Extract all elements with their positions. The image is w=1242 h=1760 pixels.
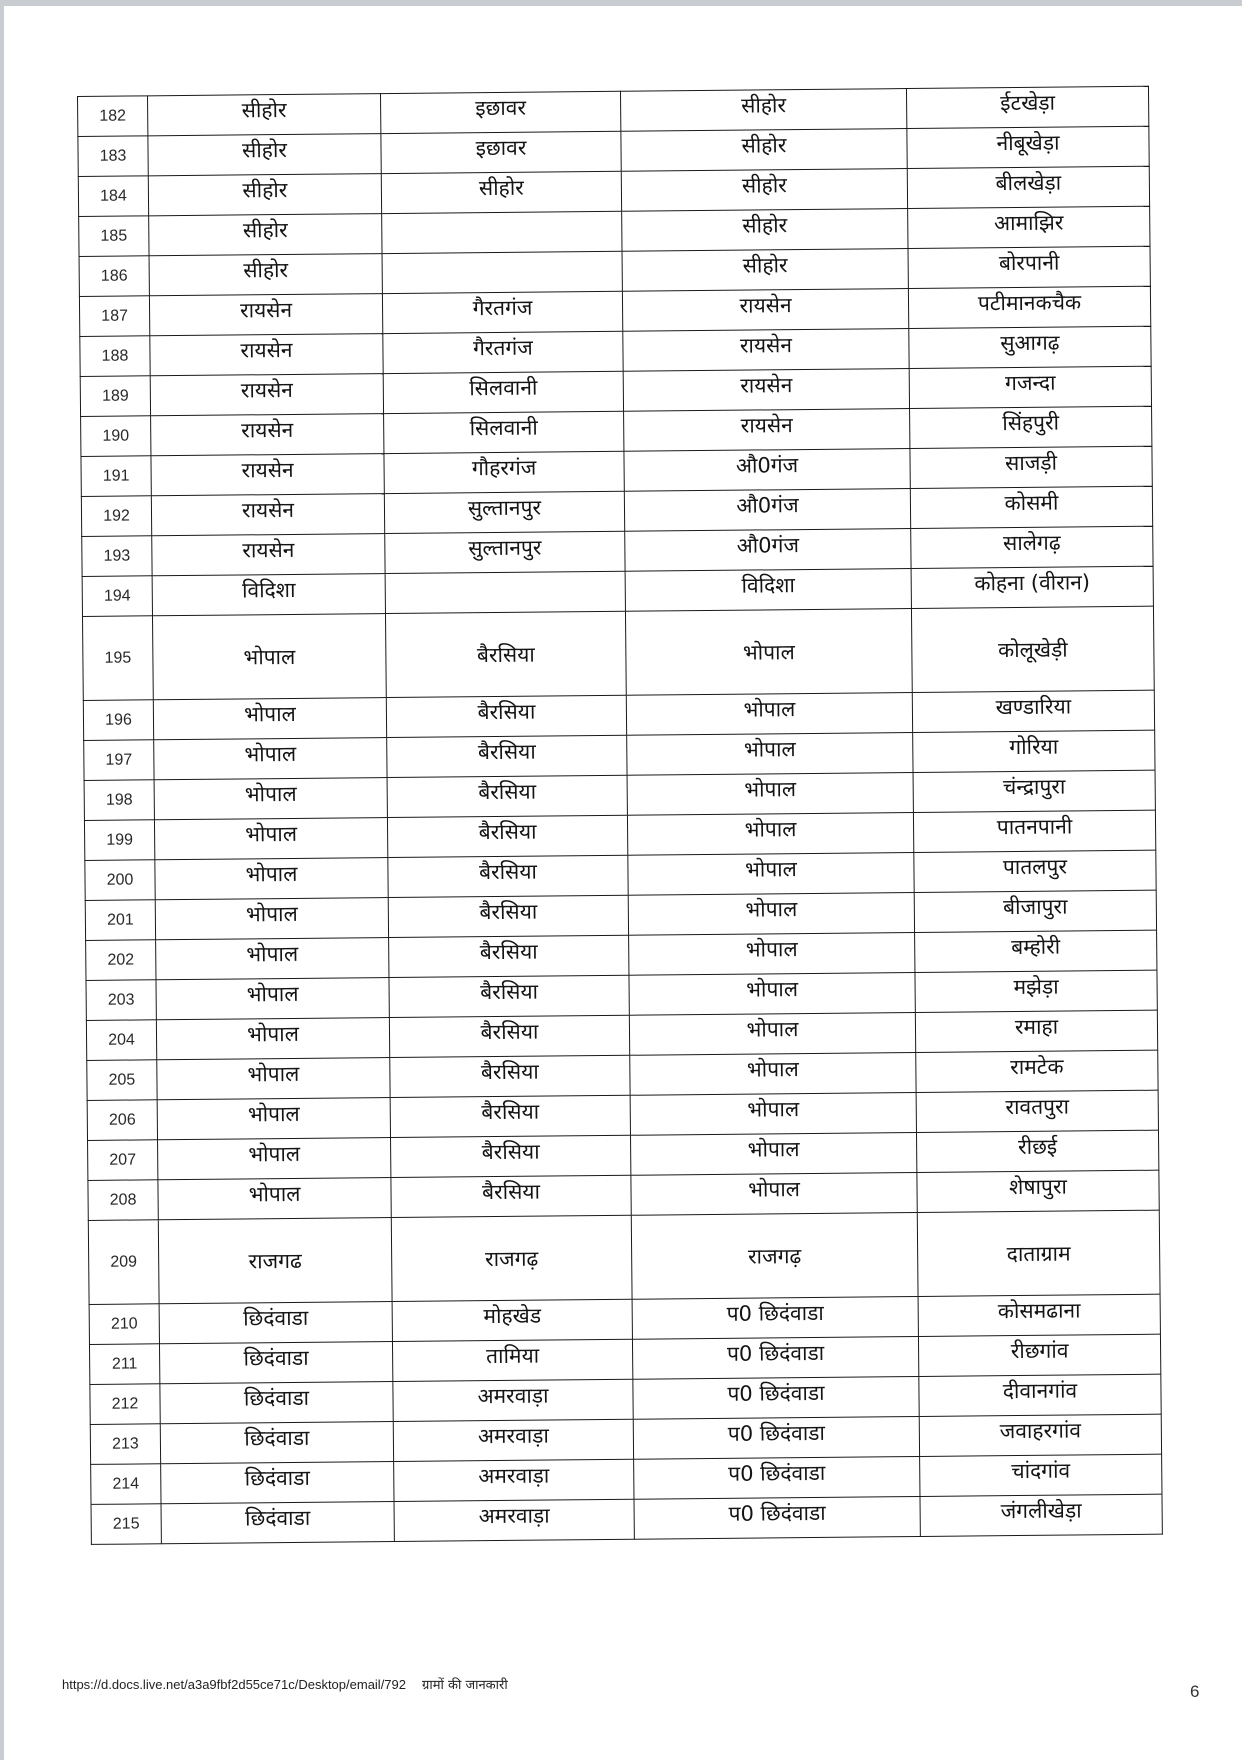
village-cell: आमाझिर [908, 206, 1150, 248]
division-cell: रायसेन [622, 289, 908, 332]
division-cell: प0 छिदंवाडा [633, 1376, 919, 1419]
serial-number-cell: 202 [86, 940, 156, 981]
village-cell: बीजापुरा [914, 890, 1156, 932]
serial-number-cell: 187 [79, 296, 149, 337]
serial-number-cell: 211 [89, 1344, 159, 1385]
division-cell: सीहोर [622, 249, 908, 292]
serial-number-cell: 207 [88, 1140, 158, 1181]
division-cell: भोपाल [628, 893, 914, 936]
division-cell: भोपाल [627, 813, 913, 856]
village-cell: बम्होरी [915, 930, 1157, 972]
district-cell: छिदंवाडा [160, 1382, 393, 1424]
division-cell: भोपाल [630, 1092, 916, 1135]
tehsil-cell [382, 211, 622, 253]
tehsil-cell: अमरवाड़ा [394, 1459, 634, 1501]
division-cell: सीहोर [621, 129, 907, 172]
division-cell: भोपाल [629, 1012, 915, 1055]
village-cell: कोलूखेड़ी [911, 606, 1154, 692]
tehsil-cell: मोहखेड [392, 1299, 632, 1341]
tehsil-cell: बैरसिया [389, 1015, 629, 1057]
serial-number-cell: 192 [81, 496, 151, 537]
tehsil-cell: तामिया [392, 1339, 632, 1381]
district-cell: रायसेन [151, 414, 384, 456]
serial-number-cell: 203 [86, 980, 156, 1021]
division-cell: सीहोर [622, 209, 908, 252]
division-cell: भोपाल [628, 853, 914, 896]
district-cell: छिदंवाडा [161, 1462, 394, 1504]
village-cell: रमाहा [915, 1010, 1157, 1052]
division-cell: रायसेन [623, 329, 909, 372]
district-cell: भोपाल [156, 1018, 389, 1060]
district-cell: रायसेन [152, 534, 385, 576]
tehsil-cell: बैरसिया [389, 975, 629, 1017]
village-cell: सुआगढ़ [909, 326, 1151, 368]
tehsil-cell: इछावर [380, 91, 620, 133]
village-cell: चांदगांव [920, 1454, 1162, 1496]
document-page [4, 6, 1242, 1760]
tehsil-cell: गौहरगंज [384, 451, 624, 493]
serial-number-cell: 204 [86, 1020, 156, 1061]
district-cell: रायसेन [151, 454, 384, 496]
village-cell: खण्डारिया [912, 690, 1154, 732]
division-cell: सीहोर [621, 169, 907, 212]
tehsil-cell: बैरसिया [388, 895, 628, 937]
division-cell: सीहोर [620, 89, 906, 132]
district-cell: सीहोर [148, 174, 381, 216]
tehsil-cell: बैरसिया [385, 611, 626, 697]
district-cell: सीहोर [149, 214, 382, 256]
village-cell: मझेड़ा [915, 970, 1157, 1012]
serial-number-cell: 205 [87, 1060, 157, 1101]
division-cell: भोपाल [631, 1132, 917, 1175]
serial-number-cell: 209 [88, 1220, 159, 1305]
serial-number-cell: 213 [90, 1424, 160, 1465]
table-row [82, 606, 1154, 700]
division-cell: औ0गंज [624, 489, 910, 532]
village-cell: पटीमानकचैक [908, 286, 1150, 328]
tehsil-cell: बैरसिया [386, 695, 626, 737]
tehsil-cell: अमरवाड़ा [393, 1419, 633, 1461]
district-cell: रायसेन [150, 374, 383, 416]
village-cell: जवाहरगांव [919, 1414, 1161, 1456]
tehsil-cell: सिलवानी [383, 371, 623, 413]
tehsil-cell: बैरसिया [388, 855, 628, 897]
district-cell: भोपाल [153, 698, 386, 740]
division-cell: भोपाल [627, 733, 913, 776]
division-cell: रायसेन [624, 409, 910, 452]
tehsil-cell: बैरसिया [387, 815, 627, 857]
division-cell: भोपाल [626, 693, 912, 736]
serial-number-cell: 193 [82, 536, 152, 577]
village-cell: पातनपानी [913, 810, 1155, 852]
village-cell: बीलखेड़ा [907, 166, 1149, 208]
village-cell: कोसमढाना [918, 1294, 1160, 1336]
village-cell: नीबूखेड़ा [907, 126, 1149, 168]
district-cell: भोपाल [152, 614, 386, 700]
tehsil-cell: बैरसिया [387, 775, 627, 817]
serial-number-cell: 210 [89, 1304, 159, 1345]
serial-number-cell: 190 [81, 416, 151, 457]
serial-number-cell: 182 [78, 96, 148, 137]
tehsil-cell: सिलवानी [384, 411, 624, 453]
village-cell: शेषापुरा [917, 1170, 1159, 1212]
village-cell: रीछई [916, 1130, 1158, 1172]
tehsil-cell: गैरतगंज [383, 331, 623, 373]
serial-number-cell: 215 [91, 1504, 161, 1545]
tehsil-cell: सीहोर [381, 171, 621, 213]
tehsil-cell: राजगढ़ [391, 1215, 632, 1301]
district-cell: भोपाल [156, 938, 389, 980]
division-cell: भोपाल [627, 773, 913, 816]
village-cell: रामटेक [916, 1050, 1158, 1092]
district-cell: सीहोर [148, 94, 381, 136]
district-cell: भोपाल [155, 858, 388, 900]
serial-number-cell: 188 [80, 336, 150, 377]
division-cell: प0 छिदंवाडा [632, 1336, 918, 1379]
district-cell: छिदंवाडा [161, 1502, 394, 1544]
division-cell: राजगढ़ [631, 1212, 918, 1299]
district-cell: भोपाल [156, 978, 389, 1020]
division-cell: भोपाल [625, 609, 912, 696]
village-cell: गजन्दा [909, 366, 1151, 408]
page-number: 6 [1190, 1682, 1200, 1701]
villages-table-body [78, 86, 1163, 1544]
village-cell: ईटखेड़ा [906, 86, 1148, 128]
tehsil-cell: बैरसिया [387, 735, 627, 777]
serial-number-cell: 198 [84, 780, 154, 821]
serial-number-cell: 206 [87, 1100, 157, 1141]
tehsil-cell: सुल्तानपुर [385, 531, 625, 573]
serial-number-cell: 191 [81, 456, 151, 497]
division-cell: औ0गंज [625, 529, 911, 572]
district-cell: राजगढ [158, 1218, 392, 1304]
tehsil-cell: इछावर [381, 131, 621, 173]
district-cell: भोपाल [154, 818, 387, 860]
footer-url: https://d.docs.live.net/a3a9fbf2d55ce71c/Desktop/email/792 [62, 1677, 406, 1692]
division-cell: प0 छिदंवाडा [634, 1456, 920, 1499]
district-cell: भोपाल [154, 778, 387, 820]
serial-number-cell: 186 [79, 256, 149, 297]
tehsil-cell: सुल्तानपुर [384, 491, 624, 533]
division-cell: रायसेन [623, 369, 909, 412]
tehsil-cell: अमरवाड़ा [394, 1499, 634, 1541]
serial-number-cell: 185 [79, 216, 149, 257]
village-cell: बोरपानी [908, 246, 1150, 288]
serial-number-cell: 183 [78, 136, 148, 177]
district-cell: भोपाल [155, 898, 388, 940]
serial-number-cell: 199 [84, 820, 154, 861]
tehsil-cell [385, 571, 625, 613]
serial-number-cell: 214 [91, 1464, 161, 1505]
village-cell: साजड़ी [910, 446, 1152, 488]
district-cell: सीहोर [149, 254, 382, 296]
villages-table [77, 86, 1163, 1545]
serial-number-cell: 201 [85, 900, 155, 941]
village-cell: चंन्द्रापुरा [913, 770, 1155, 812]
district-cell: सीहोर [148, 134, 381, 176]
tehsil-cell: बैरसिया [390, 1055, 630, 1097]
district-cell: छिदंवाडा [159, 1342, 392, 1384]
village-cell: सालेगढ़ [911, 526, 1153, 568]
division-cell: औ0गंज [624, 449, 910, 492]
district-cell: भोपाल [157, 1098, 390, 1140]
village-cell: गोरिया [913, 730, 1155, 772]
serial-number-cell: 212 [90, 1384, 160, 1425]
village-cell: दीवानगांव [919, 1374, 1161, 1416]
village-cell: पातलपुर [914, 850, 1156, 892]
serial-number-cell: 200 [85, 860, 155, 901]
tehsil-cell: बैरसिया [389, 935, 629, 977]
footer-label: ग्रामों की जानकारी [422, 1678, 508, 1693]
tehsil-cell: बैरसिया [391, 1135, 631, 1177]
division-cell: भोपाल [629, 972, 915, 1015]
district-cell: छिदंवाडा [159, 1302, 392, 1344]
village-cell: दाताग्राम [917, 1210, 1160, 1296]
division-cell: भोपाल [629, 932, 915, 975]
district-cell: भोपाल [158, 1178, 391, 1220]
division-cell: प0 छिदंवाडा [634, 1496, 920, 1539]
serial-number-cell: 196 [83, 700, 153, 741]
tehsil-cell: गैरतगंज [382, 291, 622, 333]
village-cell: कोहना (वीरान) [911, 566, 1153, 608]
district-cell: भोपाल [157, 1058, 390, 1100]
division-cell: प0 छिदंवाडा [633, 1416, 919, 1459]
tehsil-cell: बैरसिया [390, 1095, 630, 1137]
division-cell: भोपाल [630, 1052, 916, 1095]
division-cell: भोपाल [631, 1172, 917, 1215]
serial-number-cell: 208 [88, 1180, 158, 1221]
serial-number-cell: 197 [84, 740, 154, 781]
division-cell: विदिशा [625, 569, 911, 612]
serial-number-cell: 194 [82, 576, 152, 617]
district-cell: रायसेन [151, 494, 384, 536]
district-cell: छिदंवाडा [160, 1422, 393, 1464]
serial-number-cell: 195 [82, 616, 153, 701]
district-cell: रायसेन [149, 294, 382, 336]
tehsil-cell: बैरसिया [391, 1175, 631, 1217]
table-row [88, 1210, 1160, 1304]
village-cell: रीछगांव [918, 1334, 1160, 1376]
district-cell: रायसेन [150, 334, 383, 376]
serial-number-cell: 184 [78, 176, 148, 217]
tehsil-cell: अमरवाड़ा [393, 1379, 633, 1421]
village-cell: सिंहपुरी [910, 406, 1152, 448]
village-cell: जंगलीखेड़ा [920, 1494, 1162, 1536]
district-cell: भोपाल [154, 738, 387, 780]
district-cell: विदिशा [152, 574, 385, 616]
serial-number-cell: 189 [80, 376, 150, 417]
village-cell: रावतपुरा [916, 1090, 1158, 1132]
division-cell: प0 छिदंवाडा [632, 1296, 918, 1339]
district-cell: भोपाल [158, 1138, 391, 1180]
footer [62, 1675, 508, 1693]
tehsil-cell [382, 251, 622, 293]
village-cell: कोसमी [910, 486, 1152, 528]
